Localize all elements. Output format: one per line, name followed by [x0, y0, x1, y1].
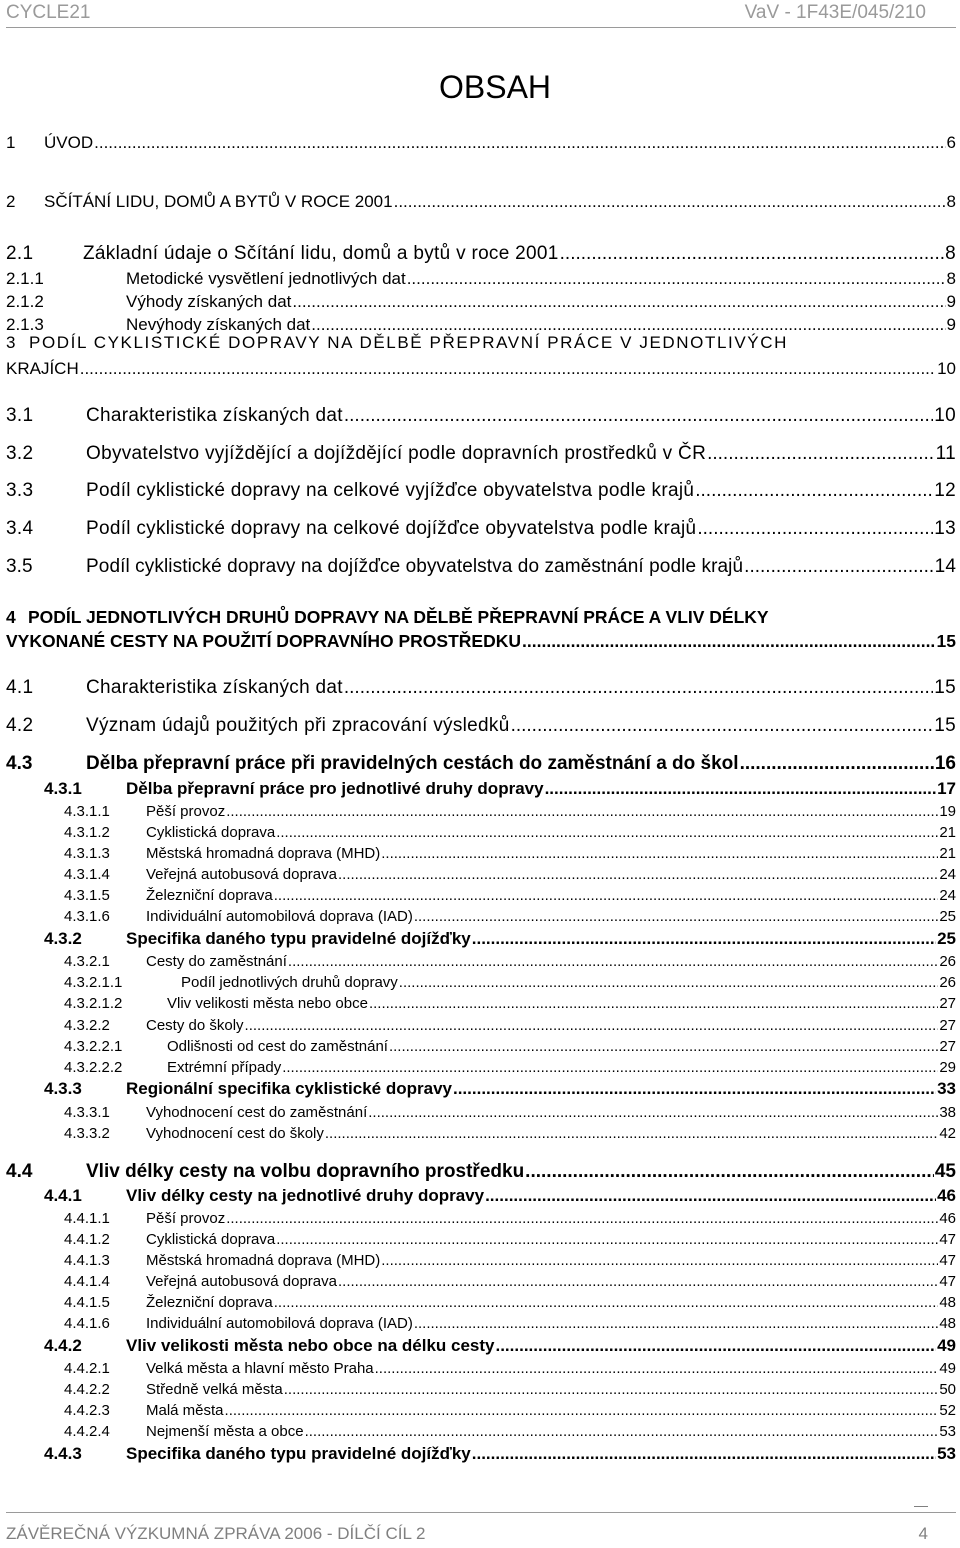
toc-entry[interactable] — [64, 1423, 956, 1440]
toc-entry-page: 6 — [946, 133, 956, 152]
toc-entry[interactable] — [6, 480, 956, 502]
toc-entry-number: 4.3.2 — [44, 929, 82, 948]
toc-entry-number: 4.3.1.6 — [64, 908, 110, 925]
toc-entry-number: 2.1.2 — [6, 292, 44, 311]
toc-leader — [292, 292, 945, 312]
toc-leader — [522, 631, 936, 652]
toc-entry[interactable] — [44, 1079, 956, 1099]
toc-entry[interactable] — [64, 1231, 956, 1248]
toc-entry[interactable] — [6, 753, 956, 775]
toc-entry-number: 4.3.1.3 — [64, 845, 110, 862]
toc-entry-page: 15 — [934, 715, 956, 736]
toc-entry-number: 4.4 — [6, 1161, 33, 1182]
toc-leader — [325, 1125, 938, 1142]
toc-entry[interactable] — [6, 133, 956, 153]
toc-entry-page: 27 — [939, 995, 956, 1012]
toc-entry-number: 4.4.1.1 — [64, 1210, 110, 1227]
toc-entry-number: 4.4.2.1 — [64, 1360, 110, 1377]
toc-entry-title: Železniční doprava — [146, 1294, 273, 1311]
toc-entry-continuation[interactable] — [6, 631, 956, 652]
toc-entry-title-line2: VYKONANÉ CESTY NA POUŽITÍ DOPRAVNÍHO PROSTŘEDKU — [6, 631, 522, 651]
toc-entry-title: Nevýhody získaných dat — [126, 315, 311, 334]
toc-entry-number: 2.1 — [6, 243, 34, 264]
toc-entry-number: 4.3.1.4 — [64, 866, 110, 883]
toc-entry-page: 33 — [937, 1079, 956, 1098]
toc-entry-title: Malá města — [146, 1402, 224, 1419]
toc-entry-title: Charakteristika získaných dat — [86, 405, 343, 426]
toc-entry-title: Cesty do školy — [146, 1017, 244, 1034]
toc-entry-page: 11 — [935, 443, 956, 464]
toc-entry[interactable] — [6, 292, 956, 312]
toc-entry[interactable] — [6, 243, 956, 265]
toc-entry-number: 4.3.2.2.2 — [64, 1059, 123, 1076]
toc-leader — [695, 480, 933, 502]
toc-entry-title: PODÍL CYKLISTICKÉ DOPRAVY NA DĚLBĚ PŘEPRAVNÍ PRÁCE V JEDNOTLIVÝCH — [29, 333, 788, 352]
toc-entry-page: 47 — [939, 1252, 956, 1269]
toc-entry[interactable] — [64, 887, 956, 904]
footer-divider — [6, 1512, 956, 1513]
toc-leader — [245, 1017, 939, 1034]
toc-entry-number: 4.3.2.1.1 — [64, 974, 123, 991]
toc-leader — [697, 518, 933, 540]
toc-entry-page: 10 — [937, 359, 956, 378]
toc-entry[interactable] — [64, 953, 956, 970]
toc-leader — [394, 192, 946, 212]
toc-entry[interactable] — [64, 974, 956, 991]
toc-leader — [495, 1336, 936, 1356]
toc-leader — [707, 443, 935, 465]
toc-entry-title: Individuální automobilová doprava (IAD) — [146, 1315, 413, 1332]
toc-entry-title: Odlišnosti od cest do zaměstnání — [167, 1038, 388, 1055]
toc-entry[interactable] — [44, 1336, 956, 1356]
toc-entry-page: 10 — [934, 405, 956, 426]
toc-entry-number: 4.4.2.4 — [64, 1423, 110, 1440]
page-number: 4 — [918, 1524, 928, 1543]
footer-mark — [914, 1506, 928, 1507]
toc-entry[interactable] — [64, 1210, 956, 1227]
toc-leader — [472, 929, 936, 949]
toc-leader — [407, 269, 946, 289]
toc-entry-number: 3 — [6, 333, 18, 352]
toc-leader — [381, 845, 938, 862]
toc-entry-page: 9 — [946, 315, 956, 334]
toc-entry-number: 3.4 — [6, 518, 34, 539]
toc-entry-page: 27 — [939, 1038, 956, 1055]
toc-leader — [485, 1186, 936, 1206]
toc-entry-page: 26 — [939, 974, 956, 991]
toc-entry-number: 3.1 — [6, 405, 34, 426]
toc-leader — [305, 1423, 939, 1440]
toc-leader — [80, 359, 936, 379]
toc-entry-number: 4.4.1 — [44, 1186, 82, 1205]
toc-entry[interactable] — [6, 269, 956, 289]
toc-entry-title: Podíl cyklistické dopravy na dojížďce obyvatelstva do zaměstnání podle krajů — [86, 556, 744, 577]
toc-entry-page: 45 — [934, 1161, 956, 1182]
page-title: OBSAH — [438, 69, 552, 105]
toc-entry-number: 4.3.3.1 — [64, 1104, 110, 1121]
toc-entry-number: 3.3 — [6, 480, 34, 501]
toc-entry-page: 8 — [946, 269, 956, 288]
page-footer — [6, 1512, 956, 1546]
toc-entry-number: 4.4.1.4 — [64, 1273, 110, 1290]
toc-entry-page: 50 — [939, 1381, 956, 1398]
toc-entry-page: 52 — [939, 1402, 956, 1419]
toc-entry-page: 9 — [946, 292, 956, 311]
toc-entry-title: Železniční doprava — [146, 887, 273, 904]
toc-entry-title: Dělba přepravní práce pro jednotlivé druhy dopravy — [126, 779, 544, 798]
toc-leader — [276, 1231, 938, 1248]
toc-entry-page: 46 — [937, 1186, 956, 1205]
toc-entry-title: Metodické vysvětlení jednotlivých dat — [126, 269, 406, 288]
toc-leader — [414, 908, 938, 925]
toc-entry[interactable] — [6, 607, 956, 628]
toc-entry-number: 4.4.1.6 — [64, 1315, 110, 1332]
toc-entry-title: Podíl cyklistické dopravy na celkové dojížďce obyvatelstva podle krajů — [86, 518, 697, 539]
toc-leader — [472, 1444, 936, 1464]
toc-entry-number: 4.3.1.1 — [64, 803, 110, 820]
toc-entry[interactable] — [64, 1360, 956, 1377]
toc-entry[interactable] — [64, 845, 956, 862]
toc-entry[interactable] — [64, 1381, 956, 1398]
toc-leader — [338, 866, 938, 883]
header-project-name: CYCLE21 — [6, 2, 91, 23]
toc-leader — [414, 1315, 938, 1332]
toc-entry[interactable] — [64, 1104, 956, 1121]
toc-leader — [274, 887, 939, 904]
toc-entry-page: 47 — [939, 1273, 956, 1290]
toc-entry-page: 38 — [939, 1104, 956, 1121]
toc-entry-title: Specifika daného typu pravidelné dojížďky — [126, 929, 471, 948]
toc-entry-page: 25 — [937, 929, 956, 948]
toc-entry-page: 49 — [937, 1336, 956, 1355]
toc-entry-title: Individuální automobilová doprava (IAD) — [146, 908, 413, 925]
toc-entry-title: Dělba přepravní práce při pravidelných cestách do zaměstnání a do škol — [86, 753, 739, 774]
toc-entry-number: 2.1.1 — [6, 269, 44, 288]
toc-entry-title: Regionální specifika cyklistické dopravy — [126, 1079, 452, 1098]
toc-entry[interactable] — [6, 518, 956, 540]
toc-leader — [389, 1038, 938, 1055]
toc-entry[interactable] — [6, 556, 956, 578]
toc-leader — [511, 715, 934, 737]
toc-entry-title: Extrémní případy — [167, 1059, 282, 1076]
toc-entry-page: 17 — [937, 779, 956, 798]
toc-entry-title: Specifika daného typu pravidelné dojížďky — [126, 1444, 471, 1463]
toc-entry-page: 8 — [946, 192, 956, 211]
toc-entry-number: 4.2 — [6, 715, 34, 736]
toc-entry-title: Veřejná autobusová doprava — [146, 866, 337, 883]
toc-leader — [369, 995, 938, 1012]
toc-entry-title: Veřejná autobusová doprava — [146, 1273, 337, 1290]
toc-entry-title: Cyklistická doprava — [146, 824, 276, 841]
toc-leader — [226, 803, 938, 820]
toc-entry-number: 4.4.2.2 — [64, 1381, 110, 1398]
toc-entry-number: 4.3.1.2 — [64, 824, 110, 841]
toc-entry-number: 2.1.3 — [6, 315, 44, 334]
toc-entry[interactable] — [64, 1038, 956, 1055]
footer-report-title: ZÁVĚREČNÁ VÝZKUMNÁ ZPRÁVA 2006 - DÍLČÍ CÍL 2 — [6, 1524, 426, 1543]
toc-entry-number: 4.3.2.2 — [64, 1017, 110, 1034]
toc-entry-number: 4.3.2.2.1 — [64, 1038, 123, 1055]
toc-entry-number: 4.4.1.2 — [64, 1231, 110, 1248]
toc-entry-title: Výhody získaných dat — [126, 292, 292, 311]
toc-entry-title: Vyhodnocení cest do školy — [146, 1125, 324, 1142]
toc-entry-page: 42 — [939, 1125, 956, 1142]
toc-leader — [226, 1210, 938, 1227]
toc-entry[interactable] — [64, 1252, 956, 1269]
toc-leader — [545, 779, 937, 799]
toc-entry-page: 48 — [939, 1294, 956, 1311]
toc-entry-page: 29 — [939, 1059, 956, 1076]
toc-entry[interactable] — [6, 715, 956, 737]
toc-leader — [453, 1079, 936, 1099]
toc-entry-page: 21 — [939, 845, 956, 862]
toc-entry-title: Pěší provoz — [146, 803, 226, 820]
toc-entry-number: 4.3.3 — [44, 1079, 82, 1098]
toc-entry[interactable] — [64, 1059, 956, 1076]
toc-entry[interactable] — [64, 1315, 956, 1332]
toc-entry[interactable] — [64, 866, 956, 883]
toc-entry-number: 1 — [6, 133, 16, 152]
toc-entry-page: 8 — [945, 243, 956, 264]
toc-entry-title: Pěší provoz — [146, 1210, 226, 1227]
toc-entry-number: 2 — [6, 192, 16, 211]
toc-entry-number: 4.3.1.5 — [64, 887, 110, 904]
toc-leader — [368, 1104, 938, 1121]
toc-entry[interactable] — [6, 405, 956, 427]
toc-entry-title: Nejmenší města a obce — [146, 1423, 304, 1440]
toc-entry-page: 14 — [934, 556, 956, 577]
toc-entry-number: 4.4.1.3 — [64, 1252, 110, 1269]
toc-entry-title: Základní údaje o Sčítání lidu, domů a bytů v roce 2001 — [83, 243, 559, 264]
toc-leader — [288, 953, 938, 970]
toc-entry[interactable] — [6, 192, 956, 212]
toc-entry-page: 15 — [934, 677, 956, 698]
toc-entry-page: 24 — [939, 887, 956, 904]
toc-entry-title: Podíl jednotlivých druhů dopravy — [181, 974, 398, 991]
toc-entry-title: Středně velká města — [146, 1381, 283, 1398]
toc-entry-page: 46 — [939, 1210, 956, 1227]
toc-entry-title: Vliv velikosti města nebo obce na délku cesty — [126, 1336, 495, 1355]
toc-entry-title: SČÍTÁNÍ LIDU, DOMŮ A BYTŮ V ROCE 2001 — [44, 192, 393, 211]
toc-leader — [740, 753, 934, 775]
toc-entry-page: 12 — [934, 480, 956, 501]
toc-entry-number: 4.3 — [6, 753, 33, 774]
toc-entry-number: 4.3.3.2 — [64, 1125, 110, 1142]
toc-entry-title: Městská hromadná doprava (MHD) — [146, 845, 381, 862]
toc-entry-number: 4.3.1 — [44, 779, 82, 798]
toc-entry-number: 4.4.1.5 — [64, 1294, 110, 1311]
toc-entry-title: Charakteristika získaných dat — [86, 677, 343, 698]
toc-entry-page: 13 — [934, 518, 956, 539]
toc-entry[interactable] — [64, 1125, 956, 1142]
toc-entry-title: Velká města a hlavní město Praha — [146, 1360, 374, 1377]
toc-entry-title: Podíl cyklistické dopravy na celkové vyjížďce obyvatelstva podle krajů — [86, 480, 695, 501]
toc-leader — [381, 1252, 938, 1269]
toc-entry-page: 27 — [939, 1017, 956, 1034]
toc-leader — [375, 1360, 939, 1377]
toc-entry-title: Vliv velikosti města nebo obce — [167, 995, 368, 1012]
toc-entry-title: Městská hromadná doprava (MHD) — [146, 1252, 381, 1269]
toc-entry-page: 48 — [939, 1315, 956, 1332]
toc-leader — [276, 824, 938, 841]
toc-entry[interactable] — [6, 677, 956, 699]
toc-entry-page: 15 — [936, 631, 956, 651]
toc-entry-page: 49 — [939, 1360, 956, 1377]
toc-leader — [282, 1059, 938, 1076]
toc-entry-title: Vyhodnocení cest do zaměstnání — [146, 1104, 368, 1121]
toc-entry-title: Obyvatelstvo vyjíždějící a dojíždějící podle dopravních prostředků v ČR — [86, 443, 707, 464]
toc-leader — [344, 677, 933, 699]
toc-entry-page: 47 — [939, 1231, 956, 1248]
toc-entry-page: 19 — [939, 803, 956, 820]
toc-entry-number: 4.4.2.3 — [64, 1402, 110, 1419]
toc-entry-title: ÚVOD — [44, 133, 94, 152]
toc-entry-page: 25 — [939, 908, 956, 925]
toc-entry[interactable] — [6, 1161, 956, 1183]
toc-entry[interactable] — [44, 779, 956, 799]
toc-entry[interactable] — [64, 1017, 956, 1034]
toc-entry-page: 53 — [939, 1423, 956, 1440]
toc-entry-page: 26 — [939, 953, 956, 970]
toc-leader — [344, 405, 933, 427]
toc-entry[interactable] — [64, 995, 956, 1012]
toc-leader — [560, 243, 944, 265]
toc-entry-number: 3.5 — [6, 556, 33, 577]
toc-entry-number: 4.3.2.1 — [64, 953, 110, 970]
toc-entry[interactable] — [6, 315, 956, 335]
toc-entry[interactable] — [44, 1444, 956, 1464]
toc-entry-number: 4.4.3 — [44, 1444, 82, 1463]
toc-leader — [274, 1294, 939, 1311]
toc-entry-page: 24 — [939, 866, 956, 883]
toc-entry-number: 4 — [6, 607, 16, 627]
toc-entry-title: PODÍL JEDNOTLIVÝCH DRUHŮ DOPRAVY NA DĚLBĚ PŘEPRAVNÍ PRÁCE A VLIV DÉLKY — [28, 607, 769, 627]
toc-entry[interactable] — [64, 1273, 956, 1290]
toc-entry[interactable] — [44, 1186, 956, 1206]
toc-leader — [399, 974, 939, 991]
toc-entry[interactable] — [64, 803, 956, 820]
toc-leader — [525, 1161, 934, 1183]
toc-entry-number: 3.2 — [6, 443, 34, 464]
toc-entry[interactable] — [6, 443, 956, 465]
toc-entry[interactable] — [44, 929, 956, 949]
toc-leader — [94, 133, 945, 153]
toc-leader — [744, 556, 933, 578]
toc-entry-page: 53 — [937, 1444, 956, 1463]
toc-entry-title: Cesty do zaměstnání — [146, 953, 287, 970]
toc-leader — [225, 1402, 939, 1419]
toc-entry[interactable] — [64, 824, 956, 841]
toc-entry-number: 4.4.2 — [44, 1336, 82, 1355]
toc-entry-title: Vliv délky cesty na jednotlivé druhy dopravy — [126, 1186, 485, 1205]
toc-entry-number: 4.1 — [6, 677, 34, 698]
toc-leader — [338, 1273, 938, 1290]
toc-entry-title: Cyklistická doprava — [146, 1231, 276, 1248]
toc-leader — [284, 1381, 939, 1398]
toc-entry[interactable] — [64, 1402, 956, 1419]
toc-entry-continuation[interactable] — [6, 359, 956, 379]
toc-entry-page: 21 — [939, 824, 956, 841]
toc-entry-title: Význam údajů použitých při zpracování výsledků — [86, 715, 510, 736]
toc-entry-number: 4.3.2.1.2 — [64, 995, 123, 1012]
toc-entry[interactable] — [64, 908, 956, 925]
toc-entry-title: Vliv délky cesty na volbu dopravního prostředku — [86, 1161, 525, 1182]
header-project-code: VaV - 1F43E/045/210 — [744, 2, 926, 23]
toc-leader — [311, 315, 945, 335]
toc-entry[interactable] — [64, 1294, 956, 1311]
toc-entry-page: 16 — [934, 753, 956, 774]
toc-entry-title-line2: KRAJÍCH — [6, 359, 79, 378]
toc-entry[interactable] — [6, 333, 956, 353]
